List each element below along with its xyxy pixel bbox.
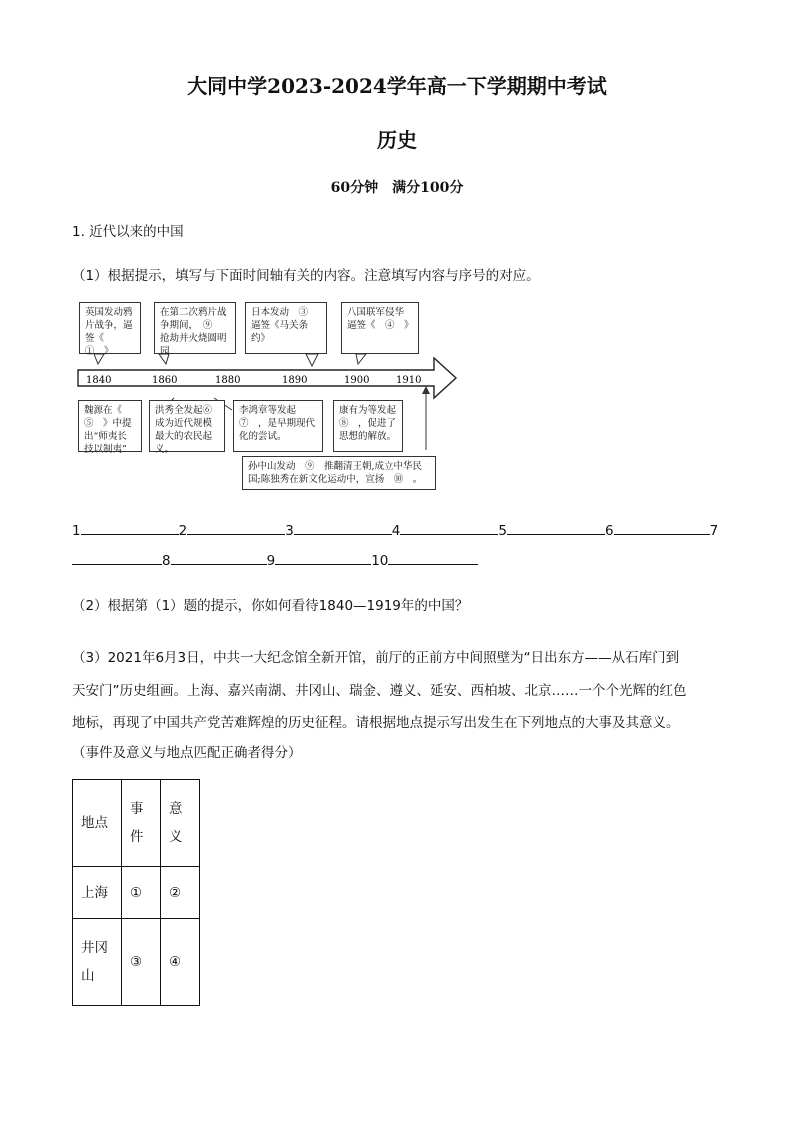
year-label: 1890 — [282, 375, 308, 386]
table-header: 地点 — [73, 780, 122, 867]
exam-title: 大同中学2023-2024学年高一下学期期中考试 — [187, 74, 607, 98]
table-cell[interactable]: ④ — [161, 919, 200, 1006]
answer-number: 8 — [162, 553, 171, 569]
answer-blank[interactable] — [187, 520, 285, 535]
timeline-box-bottom-4: 康有为等发起 ⑧ ，促进了思想的解放。 — [333, 400, 403, 452]
answer-blank[interactable] — [294, 520, 392, 535]
timeline-box-top-4: 八国联军侵华逼签《 ④ 》 — [341, 302, 419, 354]
timeline-figure — [74, 298, 464, 493]
answer-blank[interactable] — [507, 520, 605, 535]
answer-line-1 — [72, 520, 718, 541]
year-label: 1860 — [152, 375, 178, 386]
events-table — [72, 779, 200, 1006]
table-header: 事件 — [122, 780, 161, 867]
timeline-box-top-2: 在第二次鸦片战争期间， ⑨ 抢劫并火烧圆明园 — [154, 302, 236, 354]
answer-blank[interactable] — [275, 550, 371, 565]
table-cell[interactable]: ② — [161, 867, 200, 919]
table-cell: 井冈山 — [73, 919, 122, 1006]
time-score: 60分钟 满分100分 — [330, 180, 464, 196]
table-row — [73, 780, 200, 867]
answer-blank[interactable] — [72, 550, 162, 565]
table-cell: 上海 — [73, 867, 122, 919]
answer-number: 6 — [604, 523, 614, 539]
answer-number: 4 — [391, 523, 401, 539]
answer-number: 3 — [285, 523, 294, 539]
timeline-box-bottom-5: 孙中山发动 ⑨ 推翻清王朝,成立中华民国;陈独秀在新文化运动中，宣扬 ⑩ 。 — [242, 456, 436, 490]
answer-number: 7 — [709, 523, 719, 539]
year-label: 1880 — [215, 375, 241, 386]
answer-number: 9 — [266, 553, 276, 569]
part1-prompt: （1）根据提示，填写与下面时间轴有关的内容。注意填写内容与序号的对应。 — [72, 268, 540, 284]
timeline-box-bottom-3: 李鸿章等发起 ⑦ ，是早期现代化的尝试。 — [233, 400, 323, 452]
year-label: 1910 — [396, 375, 422, 386]
table-row — [73, 919, 200, 1006]
timeline-box-top-3: 日本发动 ③ 逼签《马关条约》 — [245, 302, 327, 354]
timeline-box-top-1: 英国发动鸦片战争，逼签《 ① 》 — [79, 302, 141, 354]
answer-blank[interactable] — [400, 520, 498, 535]
answer-number: 10 — [371, 553, 389, 569]
answer-blank[interactable] — [388, 550, 478, 565]
answer-blank[interactable] — [614, 520, 710, 535]
timeline-box-bottom-2: 洪秀全发起⑥ 成为近代规模最大的农民起义。 — [149, 400, 225, 452]
subject-title: 历史 — [377, 128, 417, 152]
table-cell[interactable]: ③ — [122, 919, 161, 1006]
table-row — [73, 867, 200, 919]
table-header: 意义 — [161, 780, 200, 867]
answer-blank[interactable] — [81, 520, 179, 535]
year-label: 1840 — [86, 375, 112, 386]
part3-line-4: （事件及意义与地点匹配正确者得分） — [72, 745, 302, 761]
answer-line-2 — [72, 550, 478, 571]
table-cell[interactable]: ① — [122, 867, 161, 919]
year-label: 1900 — [344, 375, 370, 386]
part3-line-1: （3）2021年6月3日，中共一大纪念馆全新开馆，前厅的正前方中间照壁为“日出东方——从石库门到 — [72, 650, 680, 666]
answer-number: 2 — [178, 523, 188, 539]
question-heading: 1. 近代以来的中国 — [72, 224, 184, 240]
timeline-box-bottom-1: 魏源在《 ⑤ 》中提出“师夷长技以制夷” — [78, 400, 142, 452]
part3-line-2: 天安门”历史组画。上海、嘉兴南湖、井冈山、瑞金、遵义、延安、西柏坡、北京……一个个光辉的红色 — [72, 683, 687, 699]
answer-number: 1 — [72, 523, 81, 539]
answer-number: 5 — [498, 523, 507, 539]
part2-prompt: （2）根据第（1）题的提示，你如何看待1840—1919年的中国？ — [72, 598, 469, 614]
part3-line-3: 地标，再现了中国共产党苦难辉煌的历史征程。请根据地点提示写出发生在下列地点的大事及其意义。 — [72, 715, 680, 731]
answer-blank[interactable] — [171, 550, 267, 565]
